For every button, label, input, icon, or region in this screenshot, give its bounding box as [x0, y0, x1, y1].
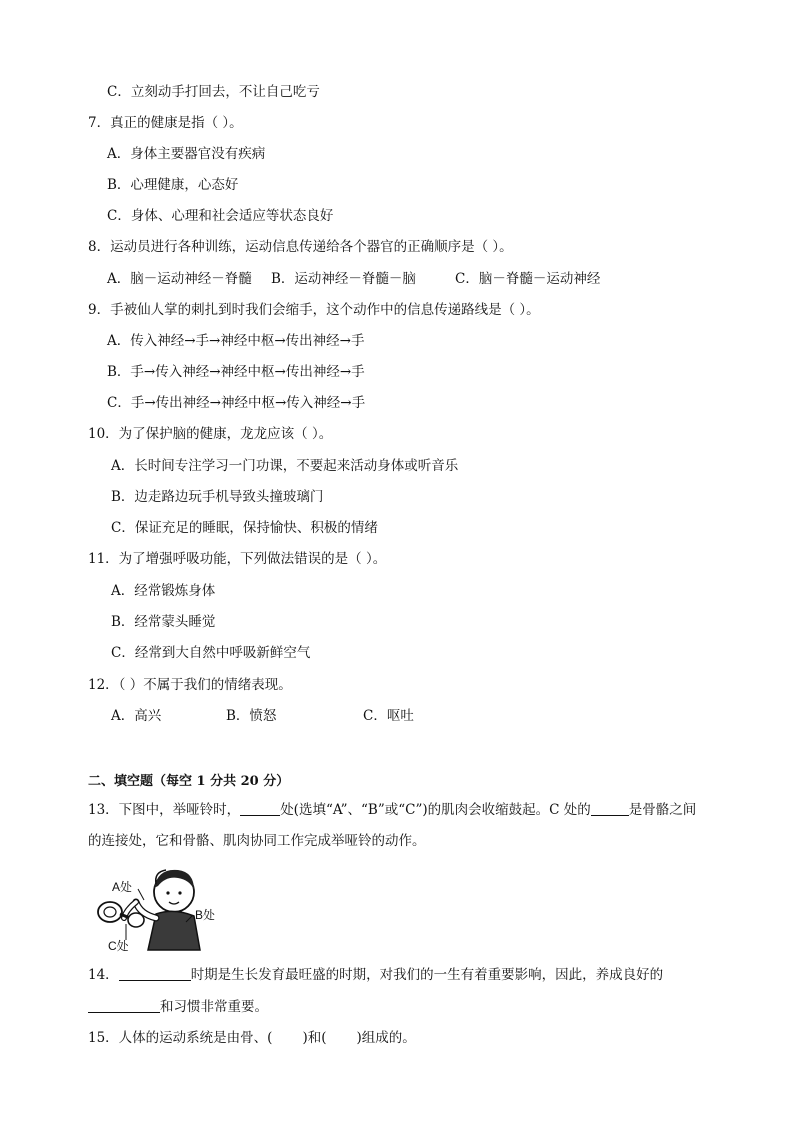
q14-text-1: 14．	[88, 967, 119, 983]
q14-text-3: 和习惯非常重要。	[160, 999, 268, 1015]
q11-option-c: C．经常到大自然中呼吸新鲜空气	[111, 645, 311, 661]
q13-line2: 的连接处，它和骨骼、肌肉协同工作完成举哑铃的动作。	[88, 833, 426, 849]
q11-stem: 11．为了增强呼吸功能，下列做法错误的是（ ）。	[88, 551, 387, 567]
q7-option-c: C．身体、心理和社会适应等状态良好	[107, 208, 334, 224]
q8-stem: 8．运动员进行各种训练，运动信息传递给各个器官的正确顺序是（ ）。	[88, 239, 513, 255]
q14-blank-1[interactable]	[119, 966, 191, 981]
q15-text-3: )组成的。	[356, 1030, 416, 1046]
q12-option-c: C．呕吐	[363, 708, 414, 724]
q7-stem: 7．真正的健康是指（ ）。	[88, 115, 243, 131]
q15-line	[88, 1029, 416, 1047]
q13-text-3: 是骨骼之间	[628, 802, 697, 818]
q9-option-c: C．手→传出神经→神经中枢→传入神经→手	[107, 395, 366, 411]
q9-option-a: A．传入神经→手→神经中枢→传出神经→手	[107, 333, 365, 349]
q8-option-a: A．脑－运动神经－脊髓	[107, 271, 252, 287]
q13-line1	[88, 801, 696, 819]
q13-text-2: 处(选填“A”、“B”或“C”)的肌肉会收缩鼓起。C 处的	[280, 802, 591, 818]
q10-option-a: A．长时间专注学习一门功课，不要起来活动身体或听音乐	[111, 458, 459, 474]
q6-option-c: C．立刻动手打回去，不让自己吃亏	[107, 84, 320, 100]
q11-option-a: A．经常锻炼身体	[111, 583, 216, 599]
q7-option-b: B．心理健康，心态好	[107, 177, 239, 193]
q14-blank-2[interactable]	[88, 998, 160, 1013]
q12-option-b: B．愤怒	[226, 708, 277, 724]
q8-option-c: C．脑－脊髓－运动神经	[455, 271, 601, 287]
figure-label-b: B处	[195, 908, 216, 922]
section-title-fill-in: 二、填空题（每空 1 分共 20 分）	[88, 774, 290, 789]
q9-option-b: B．手→传入神经→神经中枢→传出神经→手	[107, 364, 365, 380]
q15-text-1: 15．人体的运动系统是由骨、(	[88, 1030, 273, 1046]
q8-option-b: B．运动神经－脊髓－脑	[271, 271, 416, 287]
q14-text-2: 时期是生长发育最旺盛的时期，对我们的一生有着重要影响，因此，养成良好的	[190, 967, 664, 983]
q14-line1	[88, 966, 663, 984]
q9-stem: 9．手被仙人掌的刺扎到时我们会缩手，这个动作中的信息传递路线是（ ）。	[88, 302, 540, 318]
q13-text-1: 13．下图中，举哑铃时，	[88, 802, 241, 818]
q15-text-2: )和(	[302, 1030, 327, 1046]
q10-stem: 10．为了保护脑的健康，龙龙应该（ ）。	[88, 426, 333, 442]
q12-option-a: A．高兴	[111, 708, 162, 724]
figure-label-a: A处	[112, 880, 133, 894]
q10-option-c: C．保证充足的睡眠，保持愉快、积极的情绪	[111, 520, 378, 536]
q7-option-a: A．身体主要器官没有疾病	[107, 146, 266, 162]
q14-line2	[88, 998, 268, 1016]
q13-blank-2[interactable]	[591, 801, 629, 816]
dumbbell-boy-figure	[96, 862, 231, 954]
q10-option-b: B．边走路边玩手机导致头撞玻璃门	[111, 489, 324, 505]
q12-stem: 12．（ ）不属于我们的情绪表现。	[88, 677, 292, 693]
figure-label-c: C处	[108, 939, 129, 953]
q11-option-b: B．经常蒙头睡觉	[111, 614, 216, 630]
q13-blank-1[interactable]	[240, 801, 280, 816]
